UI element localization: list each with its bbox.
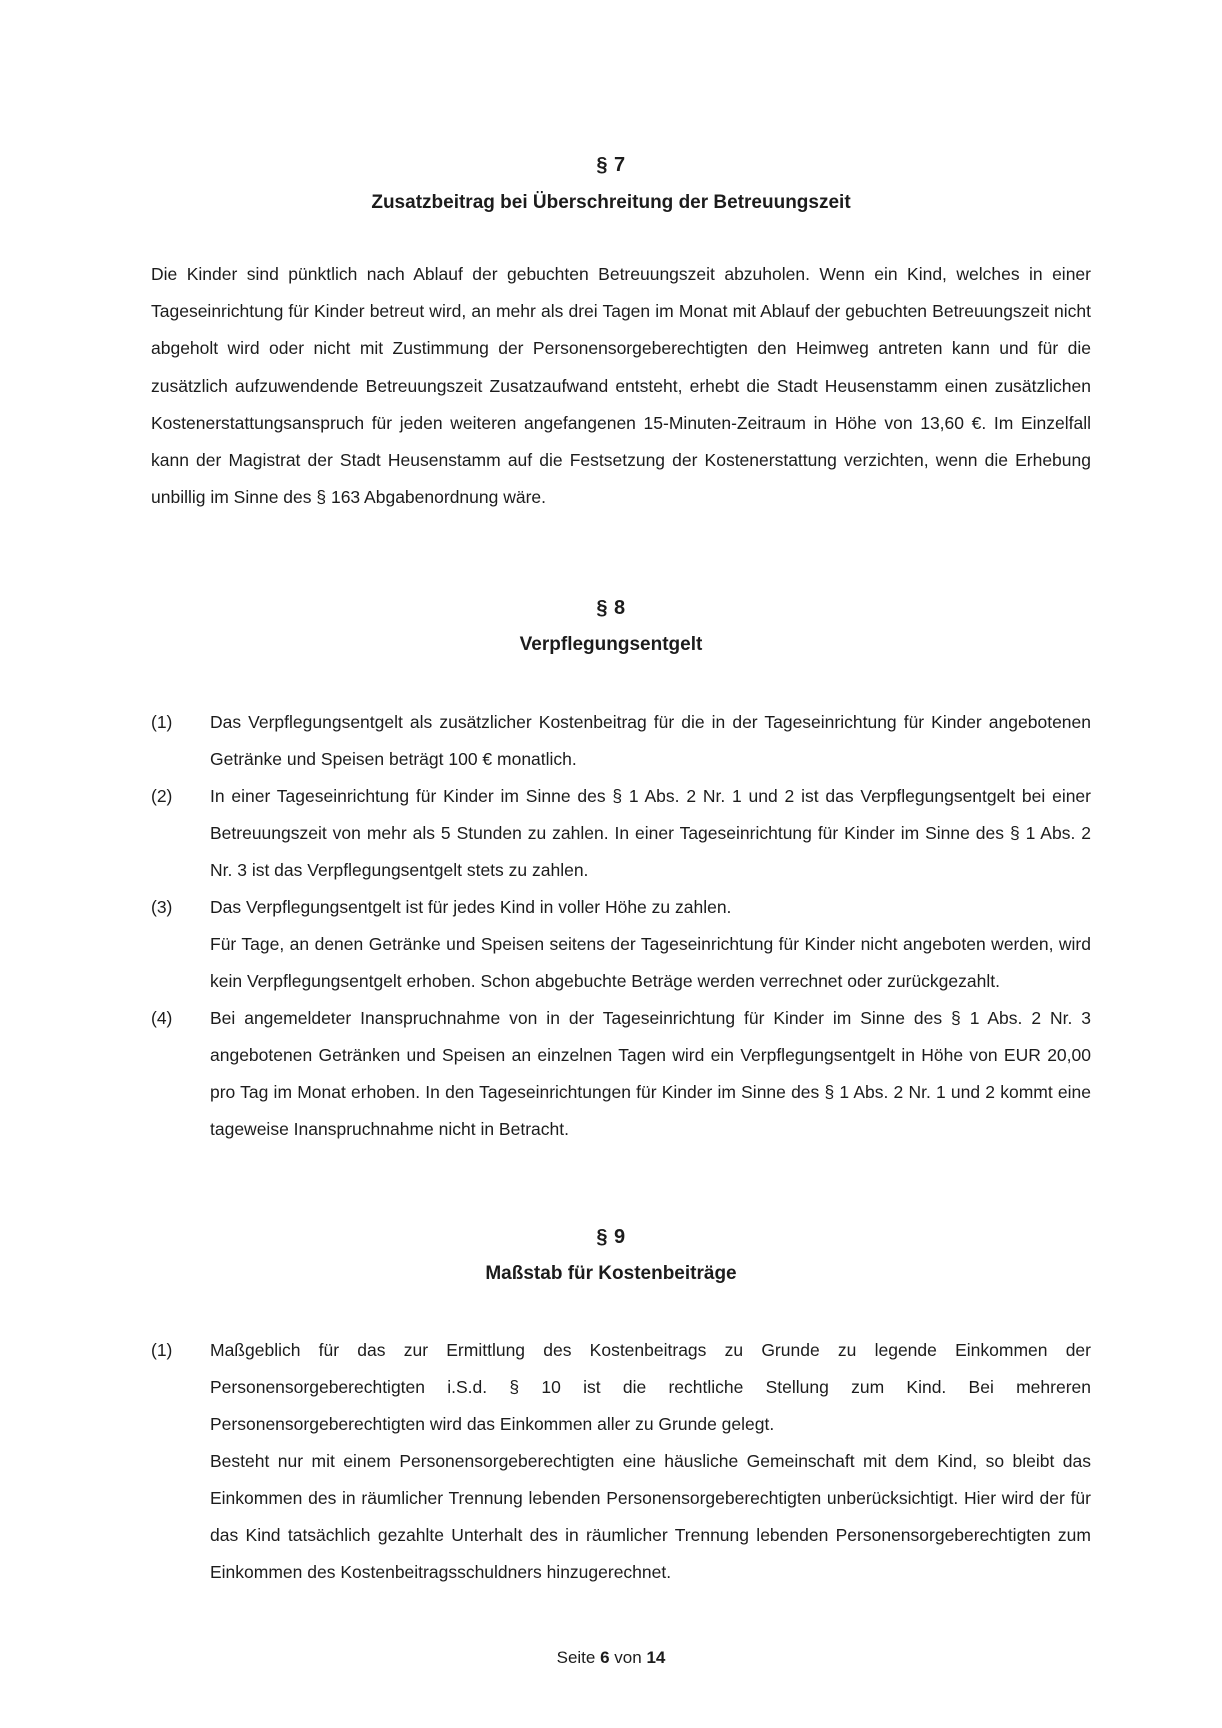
section-9-title: Maßstab für Kostenbeiträge	[485, 1263, 737, 1284]
section-9-number: § 9	[596, 1226, 626, 1248]
item-text-continuation: Für Tage, an denen Getränke und Speisen seitens der Tageseinrichtung für Kinder nicht angeboten werden, wird kein Verpflegungsentgelt erhoben. Schon abgebuchte Beträge werden verrechnet oder zurückgezahlt.	[210, 934, 1091, 991]
item-number: (4)	[151, 1008, 173, 1028]
section-8-number: § 8	[596, 597, 626, 619]
section-7-number: § 7	[596, 154, 626, 176]
item-text: In einer Tageseinrichtung für Kinder im Sinne des § 1 Abs. 2 Nr. 1 und 2 ist das Verpflegungsentgelt bei einer Betreuungszeit von mehr als 5 Stunden zu zahlen. In einer Tageseinrichtung für Kinder im Sinne des § 1 Abs. 2 Nr. 3 ist das Verpflegungsentgelt stets zu zahlen.	[210, 786, 1091, 880]
item-text-line: Das Verpflegungsentgelt ist für jedes Kind in voller Höhe zu zahlen.	[210, 897, 732, 917]
item-text	[210, 889, 1091, 1000]
item-number: (1)	[151, 1340, 173, 1360]
section-7-title: Zusatzbeitrag bei Überschreitung der Betreuungszeit	[371, 192, 851, 213]
section-8-title: Verpflegungsentgelt	[519, 634, 703, 655]
item-text: Das Verpflegungsentgelt als zusätzlicher Kostenbeitrag für die in der Tageseinrichtung für Kinder angebotenen Getränke und Speisen beträgt 100 € monatlich.	[210, 712, 1091, 769]
item-text: Bei angemeldeter Inanspruchnahme von in der Tageseinrichtung für Kinder im Sinne des § 1 Abs. 2 Nr. 3 angebotenen Getränken und Speisen an einzelnen Tagen wird ein Verpflegungsentgelt in Höhe von EUR 20,00 pro Tag im Monat erhoben. In den Tageseinrichtungen für Kinder im Sinne des § 1 Abs. 2 Nr. 1 und 2 kommt eine tageweise Inanspruchnahme nicht in Betracht.	[210, 1008, 1091, 1139]
footer-page-number: 6	[600, 1648, 610, 1667]
footer-total-pages: 14	[646, 1648, 666, 1667]
item-number: (3)	[151, 897, 173, 917]
footer-middle: von	[614, 1648, 642, 1667]
item-text-line: Maßgeblich für das zur Ermittlung des Kostenbeitrags zu Grunde zu legende Einkommen der Personensorgeberechtigten i.S.d. § 10 ist die rechtliche Stellung zum Kind. Bei mehreren Personensorgeberechtigten wird das Einkommen aller zu Grunde gelegt.	[210, 1340, 1091, 1434]
footer-prefix: Seite	[556, 1648, 596, 1667]
item-number: (2)	[151, 786, 173, 806]
item-text	[210, 1332, 1091, 1591]
page-footer	[0, 1648, 1222, 1668]
item-number: (1)	[151, 712, 173, 732]
section-7-paragraph: Die Kinder sind pünktlich nach Ablauf der gebuchten Betreuungszeit abzuholen. Wenn ein Kind, welches in einer Tageseinrichtung für Kinder betreut wird, an mehr als drei Tagen im Monat mit Ablauf der gebuchten Betreuungszeit nicht abgeholt wird oder nicht mit Zustimmung der Personensorgeberechtigten den Heimweg antreten kann und für die zusätzlich aufzuwendende Betreuungszeit Zusatzaufwand entsteht, erhebt die Stadt Heusenstamm einen zusätzlichen Kostenerstattungsanspruch für jeden weiteren angefangenen 15-Minuten-Zeitraum in Höhe von 13,60 €. Im Einzelfall kann der Magistrat der Stadt Heusenstamm auf die Festsetzung der Kostenerstattung verzichten, wenn die Erhebung unbillig im Sinne des § 163 Abgabenordnung wäre.	[151, 264, 1091, 508]
item-text-continuation: Besteht nur mit einem Personensorgeberechtigten eine häusliche Gemeinschaft mit dem Kind, so bleibt das Einkommen des in räumlicher Trennung lebenden Personensorgeberechtigten unberücksichtigt. Hier wird der für das Kind tatsächlich gezahlte Unterhalt des in räumlicher Trennung lebenden Personensorgeberechtigten zum Einkommen des Kostenbeitragsschuldners hinzugerechnet.	[210, 1451, 1091, 1582]
